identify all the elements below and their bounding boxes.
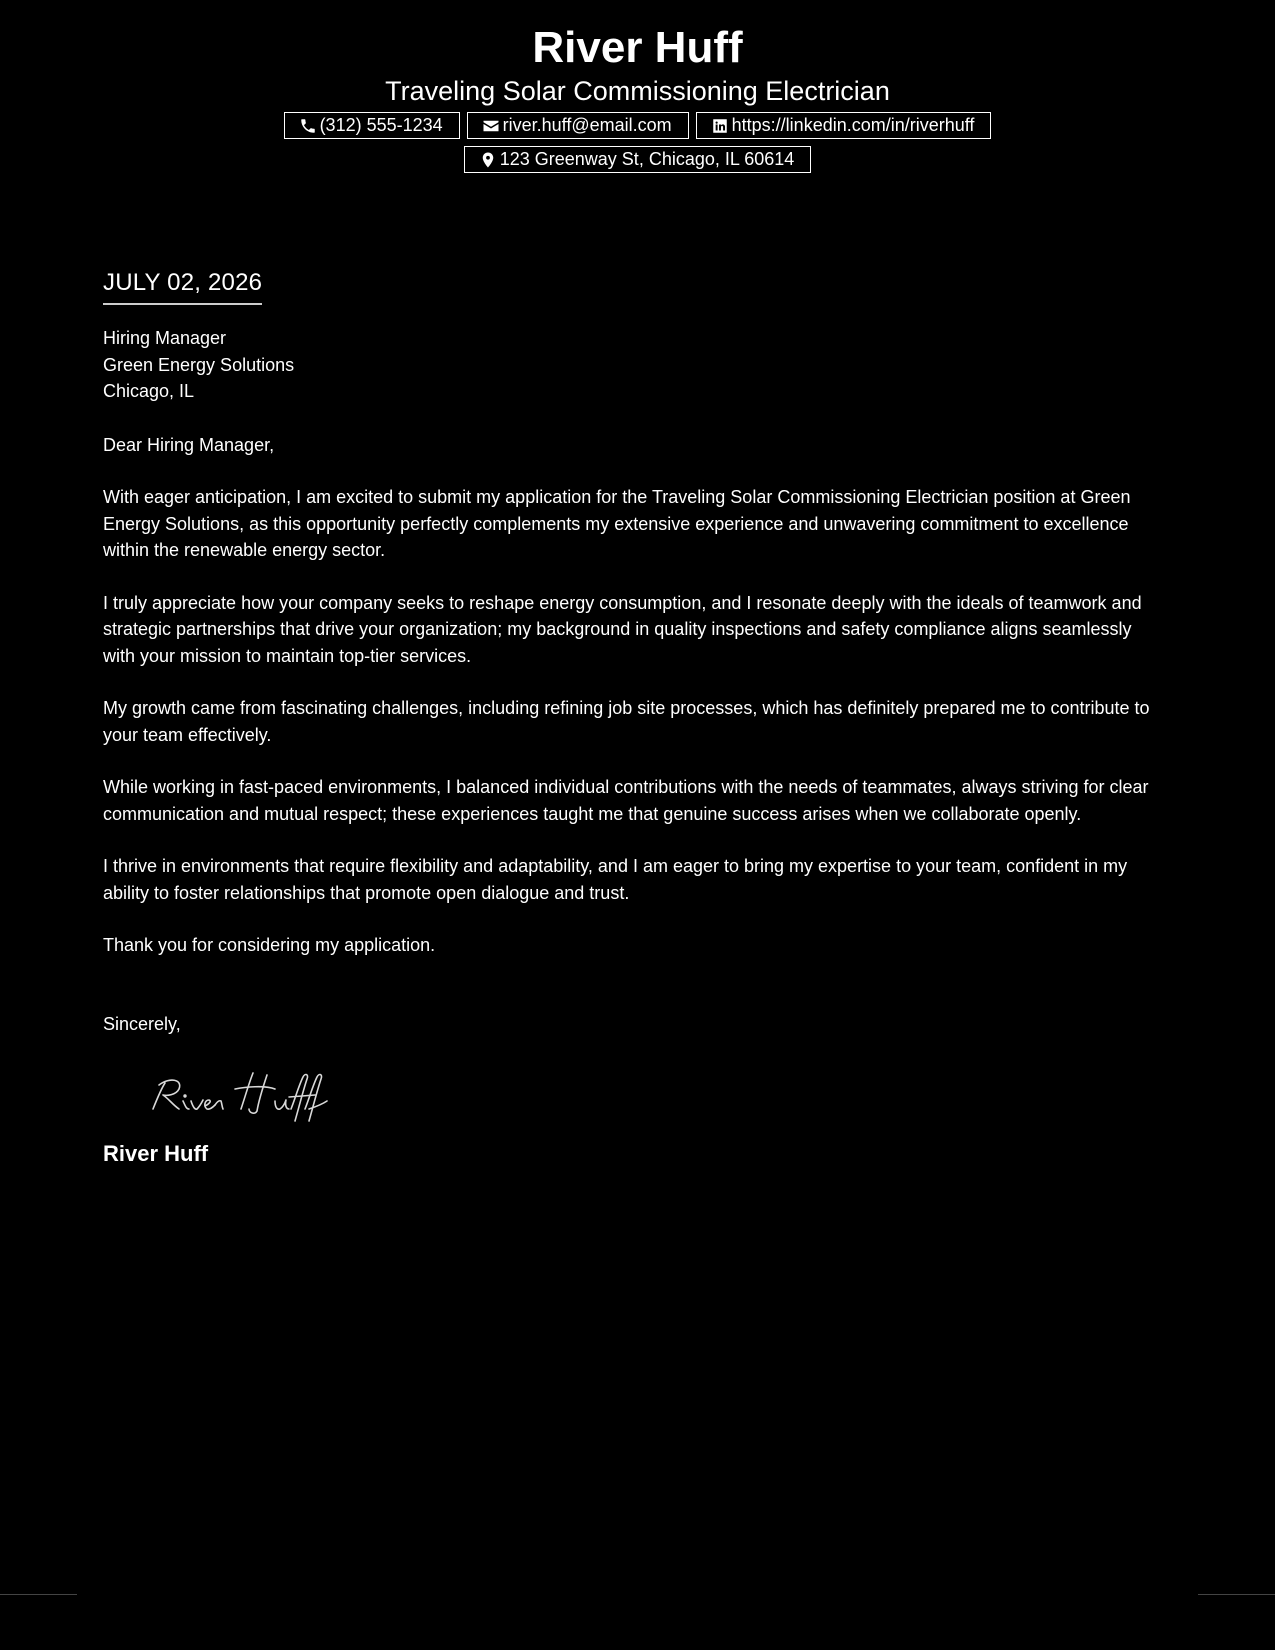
footer-divider-right bbox=[1198, 1594, 1275, 1595]
recipient-location: Chicago, IL bbox=[103, 381, 195, 401]
phone-icon bbox=[299, 117, 317, 135]
address-text: 123 Greenway St, Chicago, IL 60614 bbox=[499, 149, 795, 169]
recipient-company: Green Energy Solutions bbox=[103, 354, 295, 375]
map-marker-icon bbox=[479, 151, 497, 169]
recipient-title: Hiring Manager bbox=[103, 328, 227, 348]
envelope-icon bbox=[482, 117, 500, 135]
signer-name: River Huff bbox=[103, 1141, 209, 1166]
email-text: river.huff@email.com bbox=[502, 115, 672, 135]
job-title: Traveling Solar Commissioning Electrician bbox=[385, 76, 890, 106]
footer-divider-left bbox=[0, 1594, 77, 1595]
contact-row-secondary bbox=[0, 146, 1275, 173]
letter-date: JULY 02, 2026 bbox=[103, 266, 262, 305]
letter-header bbox=[0, 22, 1275, 173]
applicant-name: River Huff bbox=[532, 23, 743, 72]
recipient-block bbox=[103, 325, 1163, 405]
contact-row-primary bbox=[0, 112, 1275, 139]
thank-you-line: Thank you for considering my application. bbox=[103, 935, 436, 955]
phone-contact[interactable] bbox=[284, 112, 460, 139]
letter-body bbox=[103, 266, 1163, 1169]
signature-image bbox=[145, 1065, 335, 1125]
body-paragraph: While working in fast-paced environments, I balanced individual contributions with the needs of teammates, always striving for clear communication and mutual respect; these experiences taught me that genuine success arises when we collaborate openly. bbox=[103, 777, 1149, 824]
body-paragraph: I thrive in environments that require flexibility and adaptability, and I am eager to bring my expertise to your team, confident in my ability to foster relationships that promote open dialogue and trust. bbox=[103, 856, 1128, 903]
phone-text: (312) 555-1234 bbox=[319, 115, 443, 135]
linkedin-contact[interactable] bbox=[696, 112, 992, 139]
body-paragraph: My growth came from fascinating challenges, including refining job site processes, which has definitely prepared me to contribute to your team effectively. bbox=[103, 698, 1150, 745]
greeting: Dear Hiring Manager, bbox=[103, 434, 275, 455]
linkedin-icon bbox=[711, 117, 729, 135]
closing: Sincerely, bbox=[103, 1013, 181, 1034]
body-paragraph: With eager anticipation, I am excited to submit my application for the Traveling Solar Commissioning Electrician position at Green Energy Solutions, as this opportunity perfectly complements my extensive experience and unwavering commitment to excellence within the renewable energy sector. bbox=[103, 487, 1131, 560]
body-paragraph: I truly appreciate how your company seeks to reshape energy consumption, and I resonate deeply with the ideals of teamwork and strategic partnerships that drive your organization; my background in quality inspections and safety compliance aligns seamlessly with your mission to maintain top-tier services. bbox=[103, 592, 1142, 666]
email-contact[interactable] bbox=[467, 112, 689, 139]
linkedin-text: https://linkedin.com/in/riverhuff bbox=[731, 115, 975, 135]
handwritten-signature bbox=[145, 1065, 1163, 1125]
address-contact[interactable] bbox=[464, 146, 812, 173]
